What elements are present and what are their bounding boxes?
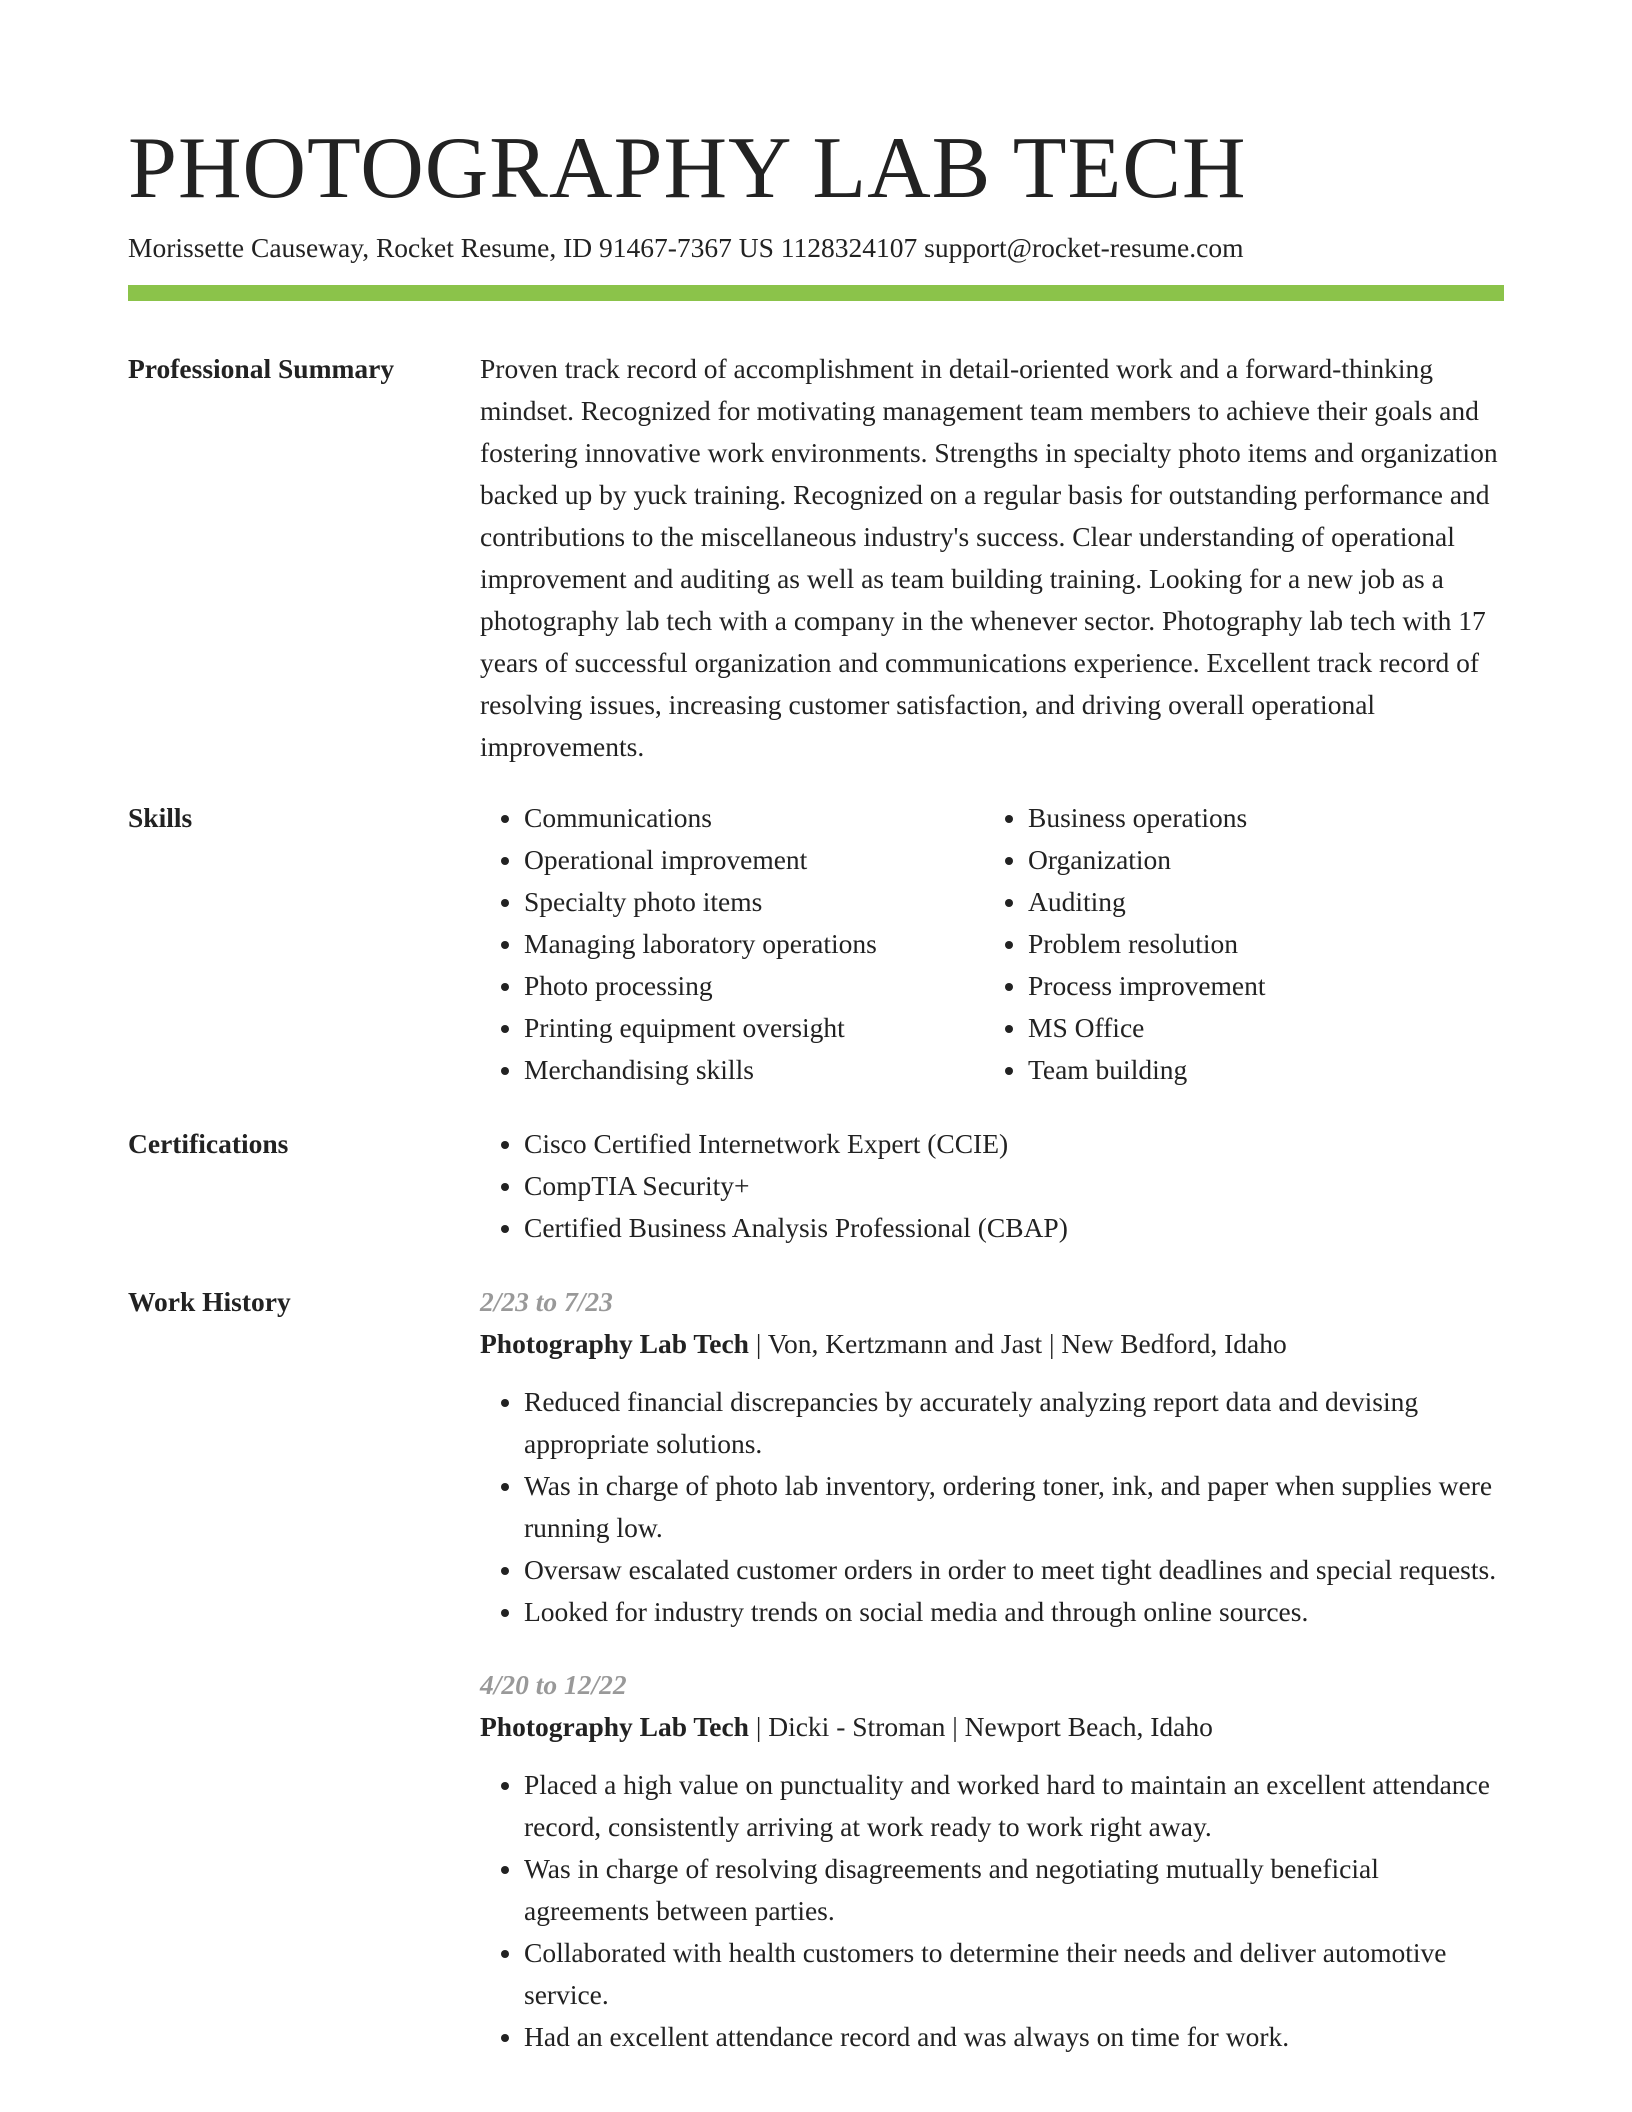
skill-item: • Merchandising skills bbox=[524, 1049, 984, 1091]
skills-columns bbox=[480, 797, 1504, 1091]
skills-list-left bbox=[480, 797, 984, 1091]
skill-item: • Process improvement bbox=[1028, 965, 1488, 1007]
work-history-body bbox=[480, 1281, 1504, 2074]
job-bullets bbox=[480, 1381, 1504, 1633]
job-bullet: • Oversaw escalated customer orders in order to meet tight deadlines and special requests. bbox=[524, 1549, 1504, 1591]
job-heading bbox=[480, 1706, 1504, 1748]
job-dates: 2/23 to 7/23 bbox=[480, 1286, 613, 1317]
skills-body bbox=[480, 797, 1504, 1091]
certification-item: • CompTIA Security+ bbox=[524, 1165, 1504, 1207]
skills-column-left bbox=[480, 797, 984, 1091]
job-bullet: • Placed a high value on punctuality and worked hard to maintain an excellent attendance record, consistently arriving at work ready to work right away. bbox=[524, 1764, 1504, 1848]
skills-column-right bbox=[984, 797, 1488, 1091]
job-dates: 4/20 to 12/22 bbox=[480, 1669, 627, 1700]
certifications-body bbox=[480, 1123, 1504, 1249]
job-details: | Von, Kertzmann and Jast | New Bedford, Idaho bbox=[748, 1328, 1287, 1359]
skill-item: • Business operations bbox=[1028, 797, 1488, 839]
skill-item: • Managing laboratory operations bbox=[524, 923, 984, 965]
job-title: Photography Lab Tech bbox=[480, 1711, 749, 1742]
certification-item: • Certified Business Analysis Professional (CBAP) bbox=[524, 1207, 1504, 1249]
skill-item: • Communications bbox=[524, 797, 984, 839]
skill-item: • Problem resolution bbox=[1028, 923, 1488, 965]
summary-body bbox=[480, 348, 1504, 768]
certification-item: • Cisco Certified Internetwork Expert (CCIE) bbox=[524, 1123, 1504, 1165]
skills-label: Skills bbox=[128, 802, 193, 833]
job-bullet: • Was in charge of photo lab inventory, ordering toner, ink, and paper when supplies were running low. bbox=[524, 1465, 1504, 1549]
summary-text: Proven track record of accomplishment in detail-oriented work and a forward-thinking mindset. Recognized for motivating management team members to achieve their goals and fostering innovative work environments. Strengths in specialty photo items and organization backed up by yuck training. Recognized on a regular basis for outstanding performance and contributions to the miscellaneous industry's success. Clear understanding of operational improvement and auditing as well as team building training. Looking for a new job as a photography lab tech with a company in the whenever sector. Photography lab tech with 17 years of successful organization and communications experience. Excellent track record of resolving issues, increasing customer satisfaction, and driving overall operational improvements. bbox=[480, 353, 1498, 762]
skill-item: • Auditing bbox=[1028, 881, 1488, 923]
skill-item: • Organization bbox=[1028, 839, 1488, 881]
job-entry bbox=[480, 1281, 1504, 1633]
skill-item: • Photo processing bbox=[524, 965, 984, 1007]
skill-item: • Specialty photo items bbox=[524, 881, 984, 923]
job-bullet: • Had an excellent attendance record and was always on time for work. bbox=[524, 2016, 1504, 2058]
skill-item: • MS Office bbox=[1028, 1007, 1488, 1049]
skill-item: • Printing equipment oversight bbox=[524, 1007, 984, 1049]
work-history-label: Work History bbox=[128, 1286, 291, 1317]
skills-list-right bbox=[984, 797, 1488, 1091]
job-bullet: • Reduced financial discrepancies by accurately analyzing report data and devising appropriate solutions. bbox=[524, 1381, 1504, 1465]
summary-label: Professional Summary bbox=[128, 353, 395, 384]
resume-title: PHOTOGRAPHY LAB TECH bbox=[128, 120, 1247, 217]
job-bullets bbox=[480, 1764, 1504, 2058]
skill-item: • Team building bbox=[1028, 1049, 1488, 1091]
certifications-list bbox=[480, 1123, 1504, 1249]
certifications-label: Certifications bbox=[128, 1128, 289, 1159]
job-bullet: • Looked for industry trends on social media and through online sources. bbox=[524, 1591, 1504, 1633]
contact-line: Morissette Causeway, Rocket Resume, ID 91467-7367 US 1128324107 support@rocket-resume.com bbox=[128, 232, 1244, 263]
job-bullet: • Was in charge of resolving disagreements and negotiating mutually beneficial agreements between parties. bbox=[524, 1848, 1504, 1932]
job-entry bbox=[480, 1664, 1504, 2058]
accent-divider bbox=[128, 285, 1504, 301]
job-heading bbox=[480, 1323, 1504, 1365]
skill-item: • Operational improvement bbox=[524, 839, 984, 881]
job-bullet: • Collaborated with health customers to determine their needs and deliver automotive service. bbox=[524, 1932, 1504, 2016]
job-title: Photography Lab Tech bbox=[480, 1328, 749, 1359]
job-details: | Dicki - Stroman | Newport Beach, Idaho bbox=[748, 1711, 1213, 1742]
